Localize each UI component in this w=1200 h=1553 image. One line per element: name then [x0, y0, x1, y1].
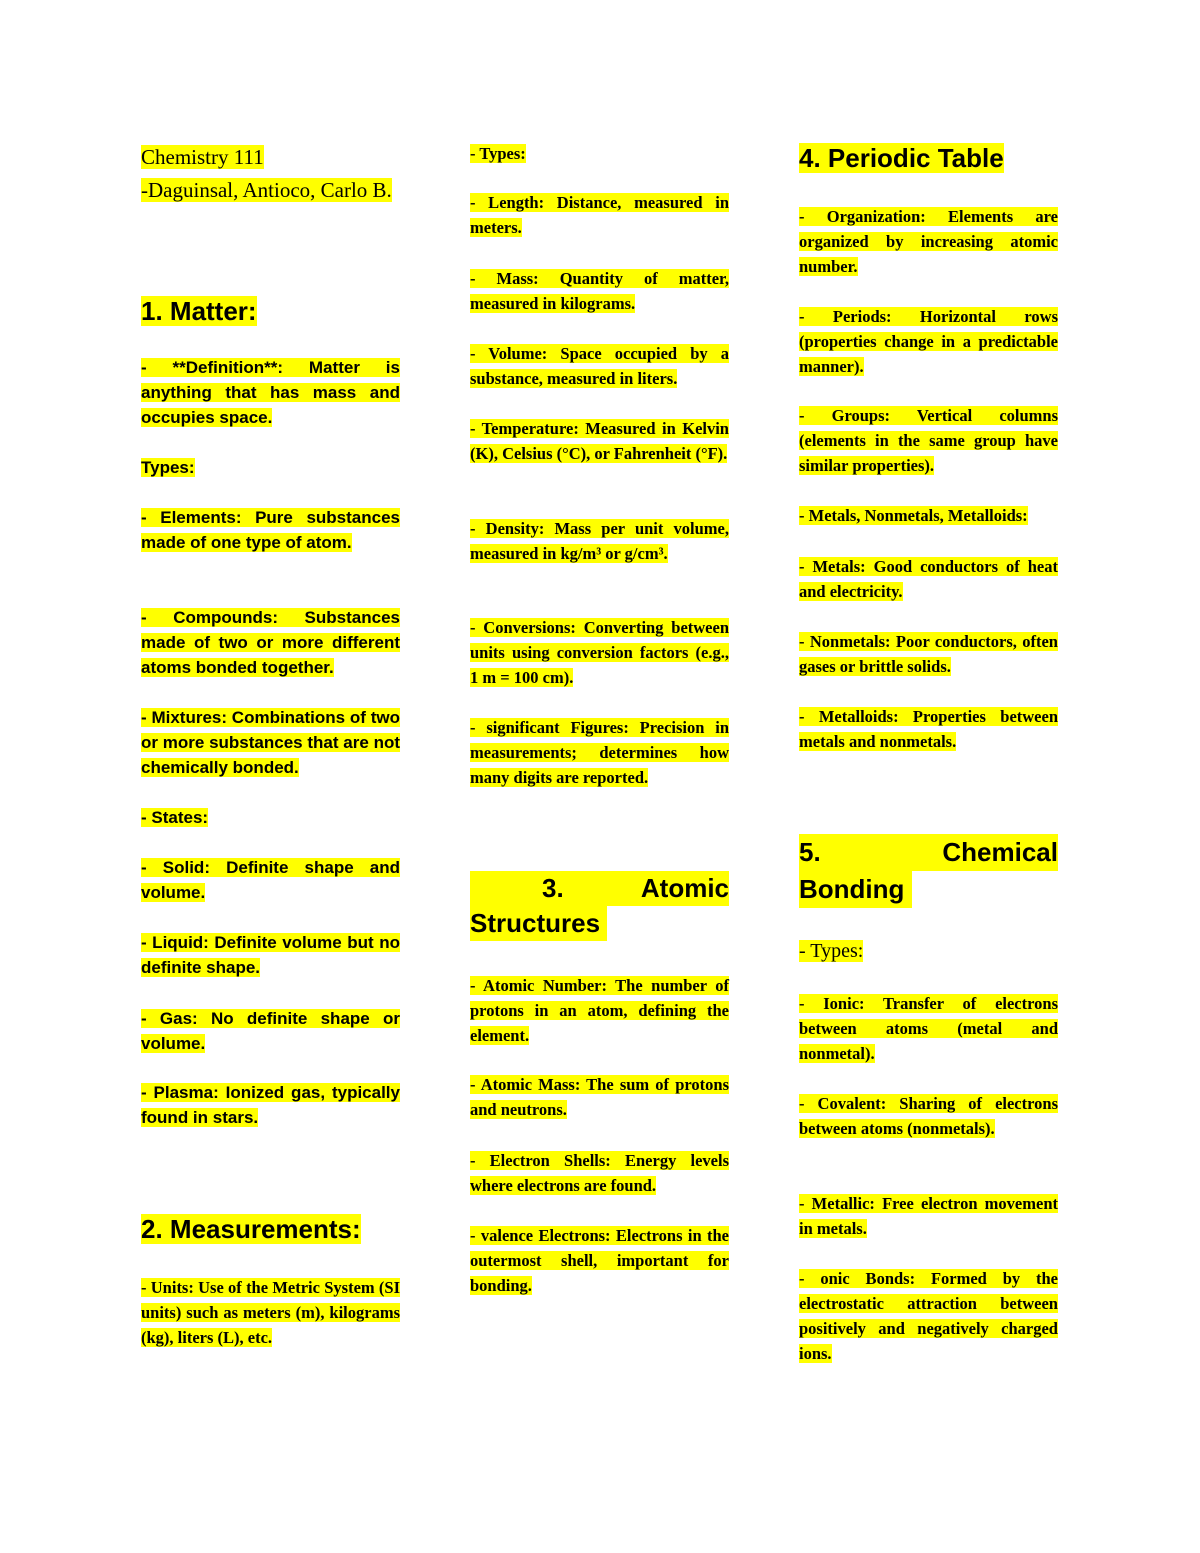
matter-compounds: - Compounds: Substances made of two or more different atoms bonded together.	[141, 608, 400, 677]
bond-metallic: - Metallic: Free electron movement in metals.	[799, 1194, 1058, 1238]
matter-elements: - Elements: Pure substances made of one type of atom.	[141, 508, 400, 552]
matter-types-label: Types:	[141, 458, 195, 477]
state-solid: - Solid: Definite shape and volume.	[141, 858, 400, 902]
periodic-mnm-label: - Metals, Nonmetals, Metalloids:	[799, 506, 1028, 525]
heading-bonding	[799, 834, 1058, 910]
valence-electrons: - valence Electrons: Electrons in the outermost shell, important for bonding.	[470, 1226, 729, 1295]
state-gas: - Gas: No definite shape or volume.	[141, 1009, 400, 1053]
heading-atomic-text: 3. Atomic Structures	[470, 873, 729, 938]
atomic-number: - Atomic Number: The number of protons in an atom, defining the element.	[470, 976, 729, 1045]
periodic-nonmetals: - Nonmetals: Poor conductors, often gases or brittle solids.	[799, 632, 1058, 676]
matter-states-label: - States:	[141, 808, 209, 827]
heading-atomic	[470, 871, 729, 941]
bond-ionic-bonds: - onic Bonds: Formed by the electrostatic attraction between positively and negatively charged ions.	[799, 1269, 1058, 1363]
course-title: Chemistry 111	[141, 145, 264, 169]
electron-shells: - Electron Shells: Energy levels where electrons are found.	[470, 1151, 729, 1195]
state-plasma: - Plasma: Ionized gas, typically found in stars.	[141, 1083, 400, 1127]
bonding-types-label: - Types:	[799, 940, 864, 962]
measure-sigfigs: - significant Figures: Precision in measurements; determines how many digits are reported.	[470, 718, 729, 787]
measure-mass: - Mass: Quantity of matter, measured in kilograms.	[470, 269, 729, 313]
measurements-units: - Units: Use of the Metric System (SI units) such as meters (m), kilograms (kg), liters (L), etc.	[141, 1278, 400, 1347]
heading-measurements: 2. Measurements:	[141, 1214, 361, 1244]
periodic-metals: - Metals: Good conductors of heat and electricity.	[799, 557, 1058, 601]
periodic-metalloids: - Metalloids: Properties between metals and nonmetals.	[799, 707, 1058, 751]
periodic-periods: - Periods: Horizontal rows (properties change in a predictable manner).	[799, 307, 1058, 376]
bond-ionic: - Ionic: Transfer of electrons between atoms (metal and nonmetal).	[799, 994, 1058, 1063]
atomic-mass: - Atomic Mass: The sum of protons and neutrons.	[470, 1075, 729, 1119]
measure-volume: - Volume: Space occupied by a substance, measured in liters.	[470, 344, 729, 388]
bond-covalent: - Covalent: Sharing of electrons between atoms (nonmetals).	[799, 1094, 1058, 1138]
heading-periodic: 4. Periodic Table	[799, 143, 1004, 173]
matter-definition: - **Definition**: Matter is anything that has mass and occupies space.	[141, 358, 400, 427]
measure-density: - Density: Mass per unit volume, measured in kg/m³ or g/cm³.	[470, 519, 729, 563]
heading-matter: 1. Matter:	[141, 296, 257, 326]
periodic-organization: - Organization: Elements are organized by increasing atomic number.	[799, 207, 1058, 276]
author-line: -Daguinsal, Antioco, Carlo B.	[141, 178, 392, 202]
matter-mixtures: - Mixtures: Combinations of two or more substances that are not chemically bonded.	[141, 708, 400, 777]
measurements-types-label: - Types:	[470, 144, 526, 163]
periodic-groups: - Groups: Vertical columns (elements in the same group have similar properties).	[799, 406, 1058, 475]
state-liquid: - Liquid: Definite volume but no definite shape.	[141, 933, 400, 977]
heading-bonding-text: 5. Chemical Bonding	[799, 837, 1058, 904]
measure-temperature: - Temperature: Measured in Kelvin (K), Celsius (°C), or Fahrenheit (°F).	[470, 419, 729, 463]
measure-length: - Length: Distance, measured in meters.	[470, 193, 729, 237]
measure-conversions: - Conversions: Converting between units using conversion factors (e.g., 1 m = 100 cm).	[470, 618, 729, 687]
